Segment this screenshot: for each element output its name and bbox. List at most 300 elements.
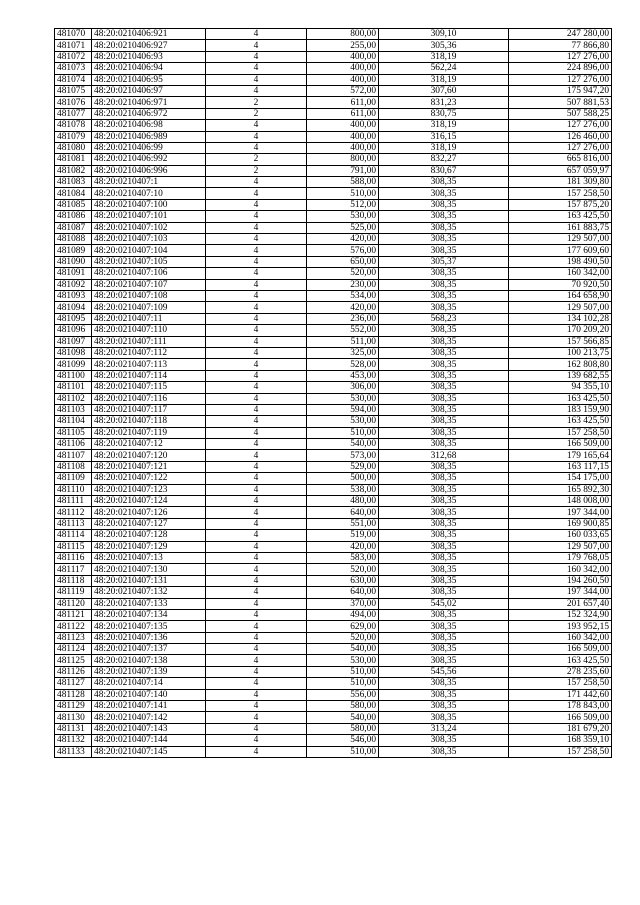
cadastral-number-cell: 48:20:0210407:129 — [92, 541, 206, 552]
cadastral-value-cell: 193 952,15 — [509, 621, 612, 632]
cadastral-value-cell: 152 324,90 — [509, 609, 612, 620]
table-row — [55, 177, 612, 188]
specific-value-cell: 308,35 — [379, 427, 509, 438]
table-row — [55, 473, 612, 484]
area-cell: 640,00 — [307, 507, 379, 518]
cadastral-number-cell: 48:20:0210406:98 — [92, 120, 206, 131]
specific-value-cell: 308,35 — [379, 473, 509, 484]
cadastral-number-cell: 48:20:0210407:121 — [92, 461, 206, 472]
cadastral-number-cell: 48:20:0210407:112 — [92, 347, 206, 358]
table-row — [55, 313, 612, 324]
group-cell: 4 — [206, 40, 307, 51]
group-cell: 4 — [206, 541, 307, 552]
group-cell: 4 — [206, 290, 307, 301]
area-cell: 510,00 — [307, 666, 379, 677]
specific-value-cell: 308,35 — [379, 484, 509, 495]
table-row — [55, 63, 612, 74]
row-number-cell: 481133 — [55, 746, 92, 757]
group-cell: 4 — [206, 621, 307, 632]
cadastral-value-cell: 166 509,00 — [509, 712, 612, 723]
specific-value-cell: 308,35 — [379, 382, 509, 393]
cadastral-value-cell: 161 883,75 — [509, 222, 612, 233]
area-cell: 530,00 — [307, 655, 379, 666]
table-row — [55, 598, 612, 609]
table-row — [55, 154, 612, 165]
cadastral-number-cell: 48:20:0210407:127 — [92, 518, 206, 529]
area-cell: 306,00 — [307, 382, 379, 393]
table-row — [55, 245, 612, 256]
specific-value-cell: 308,35 — [379, 245, 509, 256]
row-number-cell: 481084 — [55, 188, 92, 199]
row-number-cell: 481080 — [55, 142, 92, 153]
row-number-cell: 481129 — [55, 701, 92, 712]
cadastral-number-cell: 48:20:0210407:101 — [92, 211, 206, 222]
cadastral-number-cell: 48:20:0210407:139 — [92, 666, 206, 677]
group-cell: 4 — [206, 51, 307, 62]
area-cell: 400,00 — [307, 142, 379, 153]
area-cell: 400,00 — [307, 51, 379, 62]
row-number-cell: 481104 — [55, 416, 92, 427]
area-cell: 540,00 — [307, 644, 379, 655]
specific-value-cell: 305,37 — [379, 256, 509, 267]
cadastral-value-cell: 162 808,80 — [509, 359, 612, 370]
group-cell: 2 — [206, 97, 307, 108]
table-row — [55, 689, 612, 700]
row-number-cell: 481102 — [55, 393, 92, 404]
area-cell: 529,00 — [307, 461, 379, 472]
cadastral-value-cell: 278 235,60 — [509, 666, 612, 677]
table-row — [55, 120, 612, 131]
area-cell: 540,00 — [307, 439, 379, 450]
cadastral-value-cell: 166 509,00 — [509, 644, 612, 655]
cadastral-value-cell: 177 609,60 — [509, 245, 612, 256]
area-cell: 534,00 — [307, 290, 379, 301]
table-row — [55, 439, 612, 450]
specific-value-cell: 308,35 — [379, 188, 509, 199]
group-cell: 4 — [206, 552, 307, 563]
cadastral-value-cell: 127 276,00 — [509, 120, 612, 131]
group-cell: 4 — [206, 302, 307, 313]
table-row — [55, 518, 612, 529]
row-number-cell: 481097 — [55, 336, 92, 347]
specific-value-cell: 318,19 — [379, 142, 509, 153]
area-cell: 400,00 — [307, 74, 379, 85]
specific-value-cell: 308,35 — [379, 461, 509, 472]
row-number-cell: 481117 — [55, 564, 92, 575]
row-number-cell: 481094 — [55, 302, 92, 313]
cadastral-number-cell: 48:20:0210407:130 — [92, 564, 206, 575]
table-row — [55, 450, 612, 461]
cadastral-value-cell: 164 658,90 — [509, 290, 612, 301]
row-number-cell: 481079 — [55, 131, 92, 142]
row-number-cell: 481100 — [55, 370, 92, 381]
area-cell: 583,00 — [307, 552, 379, 563]
specific-value-cell: 308,35 — [379, 712, 509, 723]
specific-value-cell: 308,35 — [379, 347, 509, 358]
group-cell: 4 — [206, 245, 307, 256]
cadastral-value-cell: 181 679,20 — [509, 723, 612, 734]
cadastral-value-cell: 157 875,20 — [509, 199, 612, 210]
row-number-cell: 481071 — [55, 40, 92, 51]
cadastral-value-cell: 134 102,28 — [509, 313, 612, 324]
specific-value-cell: 308,35 — [379, 518, 509, 529]
area-cell: 576,00 — [307, 245, 379, 256]
cadastral-value-table — [54, 28, 612, 758]
cadastral-number-cell: 48:20:0210407:1 — [92, 177, 206, 188]
table-row — [55, 701, 612, 712]
cadastral-number-cell: 48:20:0210407:114 — [92, 370, 206, 381]
table-row — [55, 256, 612, 267]
group-cell: 4 — [206, 666, 307, 677]
area-cell: 510,00 — [307, 427, 379, 438]
cadastral-value-cell: 160 342,00 — [509, 564, 612, 575]
cadastral-number-cell: 48:20:0210407:142 — [92, 712, 206, 723]
row-number-cell: 481114 — [55, 530, 92, 541]
row-number-cell: 481111 — [55, 496, 92, 507]
row-number-cell: 481093 — [55, 290, 92, 301]
group-cell: 2 — [206, 108, 307, 119]
area-cell: 370,00 — [307, 598, 379, 609]
area-cell: 530,00 — [307, 393, 379, 404]
row-number-cell: 481103 — [55, 404, 92, 415]
table-row — [55, 655, 612, 666]
row-number-cell: 481082 — [55, 165, 92, 176]
cadastral-number-cell: 48:20:0210407:126 — [92, 507, 206, 518]
area-cell: 255,00 — [307, 40, 379, 51]
row-number-cell: 481089 — [55, 245, 92, 256]
group-cell: 4 — [206, 29, 307, 40]
specific-value-cell: 308,35 — [379, 609, 509, 620]
area-cell: 525,00 — [307, 222, 379, 233]
row-number-cell: 481132 — [55, 735, 92, 746]
group-cell: 4 — [206, 587, 307, 598]
cadastral-value-cell: 163 425,50 — [509, 655, 612, 666]
cadastral-value-cell: 201 657,40 — [509, 598, 612, 609]
area-cell: 546,00 — [307, 735, 379, 746]
specific-value-cell: 308,35 — [379, 268, 509, 279]
table-row — [55, 575, 612, 586]
row-number-cell: 481108 — [55, 461, 92, 472]
cadastral-number-cell: 48:20:0210407:103 — [92, 234, 206, 245]
specific-value-cell: 316,15 — [379, 131, 509, 142]
group-cell: 4 — [206, 370, 307, 381]
area-cell: 519,00 — [307, 530, 379, 541]
group-cell: 4 — [206, 450, 307, 461]
specific-value-cell: 832,27 — [379, 154, 509, 165]
row-number-cell: 481098 — [55, 347, 92, 358]
row-number-cell: 481081 — [55, 154, 92, 165]
group-cell: 4 — [206, 644, 307, 655]
cadastral-value-cell: 165 892,30 — [509, 484, 612, 495]
row-number-cell: 481130 — [55, 712, 92, 723]
area-cell: 236,00 — [307, 313, 379, 324]
cadastral-number-cell: 48:20:0210407:11 — [92, 313, 206, 324]
cadastral-number-cell: 48:20:0210407:113 — [92, 359, 206, 370]
area-cell: 400,00 — [307, 120, 379, 131]
specific-value-cell: 313,24 — [379, 723, 509, 734]
cadastral-value-cell: 197 344,00 — [509, 587, 612, 598]
row-number-cell: 481125 — [55, 655, 92, 666]
specific-value-cell: 830,67 — [379, 165, 509, 176]
cadastral-number-cell: 48:20:0210407:14 — [92, 678, 206, 689]
group-cell: 4 — [206, 74, 307, 85]
cadastral-number-cell: 48:20:0210406:921 — [92, 29, 206, 40]
row-number-cell: 481121 — [55, 609, 92, 620]
table-row — [55, 211, 612, 222]
cadastral-value-cell: 129 507,00 — [509, 541, 612, 552]
area-cell: 453,00 — [307, 370, 379, 381]
group-cell: 4 — [206, 188, 307, 199]
specific-value-cell: 308,35 — [379, 735, 509, 746]
cadastral-value-cell: 100 213,75 — [509, 347, 612, 358]
group-cell: 4 — [206, 473, 307, 484]
table-row — [55, 382, 612, 393]
cadastral-number-cell: 48:20:0210406:97 — [92, 85, 206, 96]
cadastral-value-cell: 77 866,80 — [509, 40, 612, 51]
group-cell: 4 — [206, 199, 307, 210]
table-row — [55, 609, 612, 620]
row-number-cell: 481078 — [55, 120, 92, 131]
group-cell: 4 — [206, 609, 307, 620]
specific-value-cell: 308,35 — [379, 621, 509, 632]
group-cell: 4 — [206, 461, 307, 472]
specific-value-cell: 308,35 — [379, 644, 509, 655]
table-row — [55, 268, 612, 279]
area-cell: 580,00 — [307, 701, 379, 712]
group-cell: 4 — [206, 712, 307, 723]
group-cell: 4 — [206, 416, 307, 427]
area-cell: 494,00 — [307, 609, 379, 620]
specific-value-cell: 308,35 — [379, 177, 509, 188]
specific-value-cell: 308,35 — [379, 302, 509, 313]
table-row — [55, 359, 612, 370]
group-cell: 4 — [206, 496, 307, 507]
specific-value-cell: 308,35 — [379, 552, 509, 563]
table-row — [55, 222, 612, 233]
row-number-cell: 481083 — [55, 177, 92, 188]
cadastral-number-cell: 48:20:0210407:116 — [92, 393, 206, 404]
specific-value-cell: 308,35 — [379, 746, 509, 757]
table-row — [55, 165, 612, 176]
area-cell: 800,00 — [307, 29, 379, 40]
specific-value-cell: 308,35 — [379, 701, 509, 712]
table-row — [55, 336, 612, 347]
group-cell: 4 — [206, 120, 307, 131]
cadastral-value-cell: 247 280,00 — [509, 29, 612, 40]
cadastral-number-cell: 48:20:0210406:93 — [92, 51, 206, 62]
specific-value-cell: 305,36 — [379, 40, 509, 51]
cadastral-value-cell: 179 768,05 — [509, 552, 612, 563]
row-number-cell: 481119 — [55, 587, 92, 598]
row-number-cell: 481105 — [55, 427, 92, 438]
cadastral-number-cell: 48:20:0210407:13 — [92, 552, 206, 563]
cadastral-number-cell: 48:20:0210407:108 — [92, 290, 206, 301]
table-row — [55, 325, 612, 336]
cadastral-number-cell: 48:20:0210407:117 — [92, 404, 206, 415]
cadastral-value-cell: 127 276,00 — [509, 51, 612, 62]
row-number-cell: 481127 — [55, 678, 92, 689]
cadastral-number-cell: 48:20:0210407:143 — [92, 723, 206, 734]
table-row — [55, 131, 612, 142]
cadastral-number-cell: 48:20:0210407:104 — [92, 245, 206, 256]
group-cell: 4 — [206, 222, 307, 233]
table-row — [55, 746, 612, 757]
area-cell: 629,00 — [307, 621, 379, 632]
row-number-cell: 481107 — [55, 450, 92, 461]
table-row — [55, 404, 612, 415]
area-cell: 551,00 — [307, 518, 379, 529]
cadastral-number-cell: 48:20:0210406:927 — [92, 40, 206, 51]
table-row — [55, 347, 612, 358]
cadastral-value-cell: 183 159,90 — [509, 404, 612, 415]
cadastral-number-cell: 48:20:0210406:94 — [92, 63, 206, 74]
specific-value-cell: 309,10 — [379, 29, 509, 40]
row-number-cell: 481106 — [55, 439, 92, 450]
specific-value-cell: 308,35 — [379, 439, 509, 450]
area-cell: 538,00 — [307, 484, 379, 495]
area-cell: 325,00 — [307, 347, 379, 358]
table-row — [55, 97, 612, 108]
area-cell: 528,00 — [307, 359, 379, 370]
row-number-cell: 481128 — [55, 689, 92, 700]
group-cell: 4 — [206, 256, 307, 267]
specific-value-cell: 308,35 — [379, 496, 509, 507]
table-row — [55, 712, 612, 723]
table-body — [55, 29, 612, 758]
table-row — [55, 234, 612, 245]
row-number-cell: 481072 — [55, 51, 92, 62]
table-row — [55, 666, 612, 677]
specific-value-cell: 318,19 — [379, 51, 509, 62]
specific-value-cell: 545,02 — [379, 598, 509, 609]
table-row — [55, 461, 612, 472]
specific-value-cell: 831,23 — [379, 97, 509, 108]
specific-value-cell: 308,35 — [379, 507, 509, 518]
row-number-cell: 481088 — [55, 234, 92, 245]
table-row — [55, 644, 612, 655]
cadastral-number-cell: 48:20:0210407:119 — [92, 427, 206, 438]
area-cell: 588,00 — [307, 177, 379, 188]
row-number-cell: 481115 — [55, 541, 92, 552]
cadastral-value-cell: 198 490,50 — [509, 256, 612, 267]
area-cell: 611,00 — [307, 97, 379, 108]
specific-value-cell: 308,35 — [379, 222, 509, 233]
cadastral-value-cell: 170 209,20 — [509, 325, 612, 336]
cadastral-number-cell: 48:20:0210407:124 — [92, 496, 206, 507]
group-cell: 4 — [206, 507, 307, 518]
cadastral-value-cell: 507 588,25 — [509, 108, 612, 119]
table-row — [55, 507, 612, 518]
cadastral-value-cell: 157 566,85 — [509, 336, 612, 347]
group-cell: 4 — [206, 689, 307, 700]
table-row — [55, 74, 612, 85]
area-cell: 510,00 — [307, 746, 379, 757]
row-number-cell: 481120 — [55, 598, 92, 609]
cadastral-value-cell: 169 900,85 — [509, 518, 612, 529]
row-number-cell: 481113 — [55, 518, 92, 529]
area-cell: 400,00 — [307, 63, 379, 74]
cadastral-value-cell: 94 355,10 — [509, 382, 612, 393]
group-cell: 2 — [206, 165, 307, 176]
cadastral-value-cell: 665 816,00 — [509, 154, 612, 165]
row-number-cell: 481077 — [55, 108, 92, 119]
group-cell: 2 — [206, 154, 307, 165]
cadastral-number-cell: 48:20:0210407:105 — [92, 256, 206, 267]
specific-value-cell: 562,24 — [379, 63, 509, 74]
area-cell: 480,00 — [307, 496, 379, 507]
group-cell: 4 — [206, 575, 307, 586]
table-row — [55, 279, 612, 290]
row-number-cell: 481087 — [55, 222, 92, 233]
area-cell: 511,00 — [307, 336, 379, 347]
row-number-cell: 481076 — [55, 97, 92, 108]
specific-value-cell: 568,23 — [379, 313, 509, 324]
cadastral-value-cell: 154 175,00 — [509, 473, 612, 484]
area-cell: 530,00 — [307, 211, 379, 222]
table-row — [55, 290, 612, 301]
specific-value-cell: 308,35 — [379, 416, 509, 427]
table-row — [55, 484, 612, 495]
cadastral-number-cell: 48:20:0210407:12 — [92, 439, 206, 450]
specific-value-cell: 318,19 — [379, 74, 509, 85]
cadastral-number-cell: 48:20:0210407:140 — [92, 689, 206, 700]
area-cell: 420,00 — [307, 541, 379, 552]
area-cell: 530,00 — [307, 416, 379, 427]
area-cell: 552,00 — [307, 325, 379, 336]
cadastral-number-cell: 48:20:0210406:972 — [92, 108, 206, 119]
group-cell: 4 — [206, 234, 307, 245]
group-cell: 4 — [206, 142, 307, 153]
area-cell: 510,00 — [307, 678, 379, 689]
row-number-cell: 481095 — [55, 313, 92, 324]
cadastral-value-cell: 194 260,50 — [509, 575, 612, 586]
table-row — [55, 723, 612, 734]
area-cell: 611,00 — [307, 108, 379, 119]
cadastral-number-cell: 48:20:0210407:134 — [92, 609, 206, 620]
row-number-cell: 481116 — [55, 552, 92, 563]
row-number-cell: 481110 — [55, 484, 92, 495]
cadastral-value-cell: 139 682,55 — [509, 370, 612, 381]
group-cell: 4 — [206, 723, 307, 734]
area-cell: 520,00 — [307, 632, 379, 643]
cadastral-number-cell: 48:20:0210407:123 — [92, 484, 206, 495]
cadastral-value-cell: 127 276,00 — [509, 74, 612, 85]
specific-value-cell: 308,35 — [379, 199, 509, 210]
cadastral-value-cell: 148 008,00 — [509, 496, 612, 507]
group-cell: 4 — [206, 655, 307, 666]
cadastral-number-cell: 48:20:0210407:136 — [92, 632, 206, 643]
cadastral-value-cell: 70 920,50 — [509, 279, 612, 290]
row-number-cell: 481086 — [55, 211, 92, 222]
specific-value-cell: 308,35 — [379, 234, 509, 245]
group-cell: 4 — [206, 393, 307, 404]
table-row — [55, 302, 612, 313]
group-cell: 4 — [206, 598, 307, 609]
row-number-cell: 481123 — [55, 632, 92, 643]
group-cell: 4 — [206, 325, 307, 336]
group-cell: 4 — [206, 336, 307, 347]
row-number-cell: 481118 — [55, 575, 92, 586]
group-cell: 4 — [206, 678, 307, 689]
specific-value-cell: 308,35 — [379, 370, 509, 381]
group-cell: 4 — [206, 279, 307, 290]
cadastral-number-cell: 48:20:0210407:111 — [92, 336, 206, 347]
cadastral-value-cell: 163 425,50 — [509, 211, 612, 222]
cadastral-number-cell: 48:20:0210407:128 — [92, 530, 206, 541]
specific-value-cell: 308,35 — [379, 530, 509, 541]
row-number-cell: 481109 — [55, 473, 92, 484]
table-row — [55, 108, 612, 119]
